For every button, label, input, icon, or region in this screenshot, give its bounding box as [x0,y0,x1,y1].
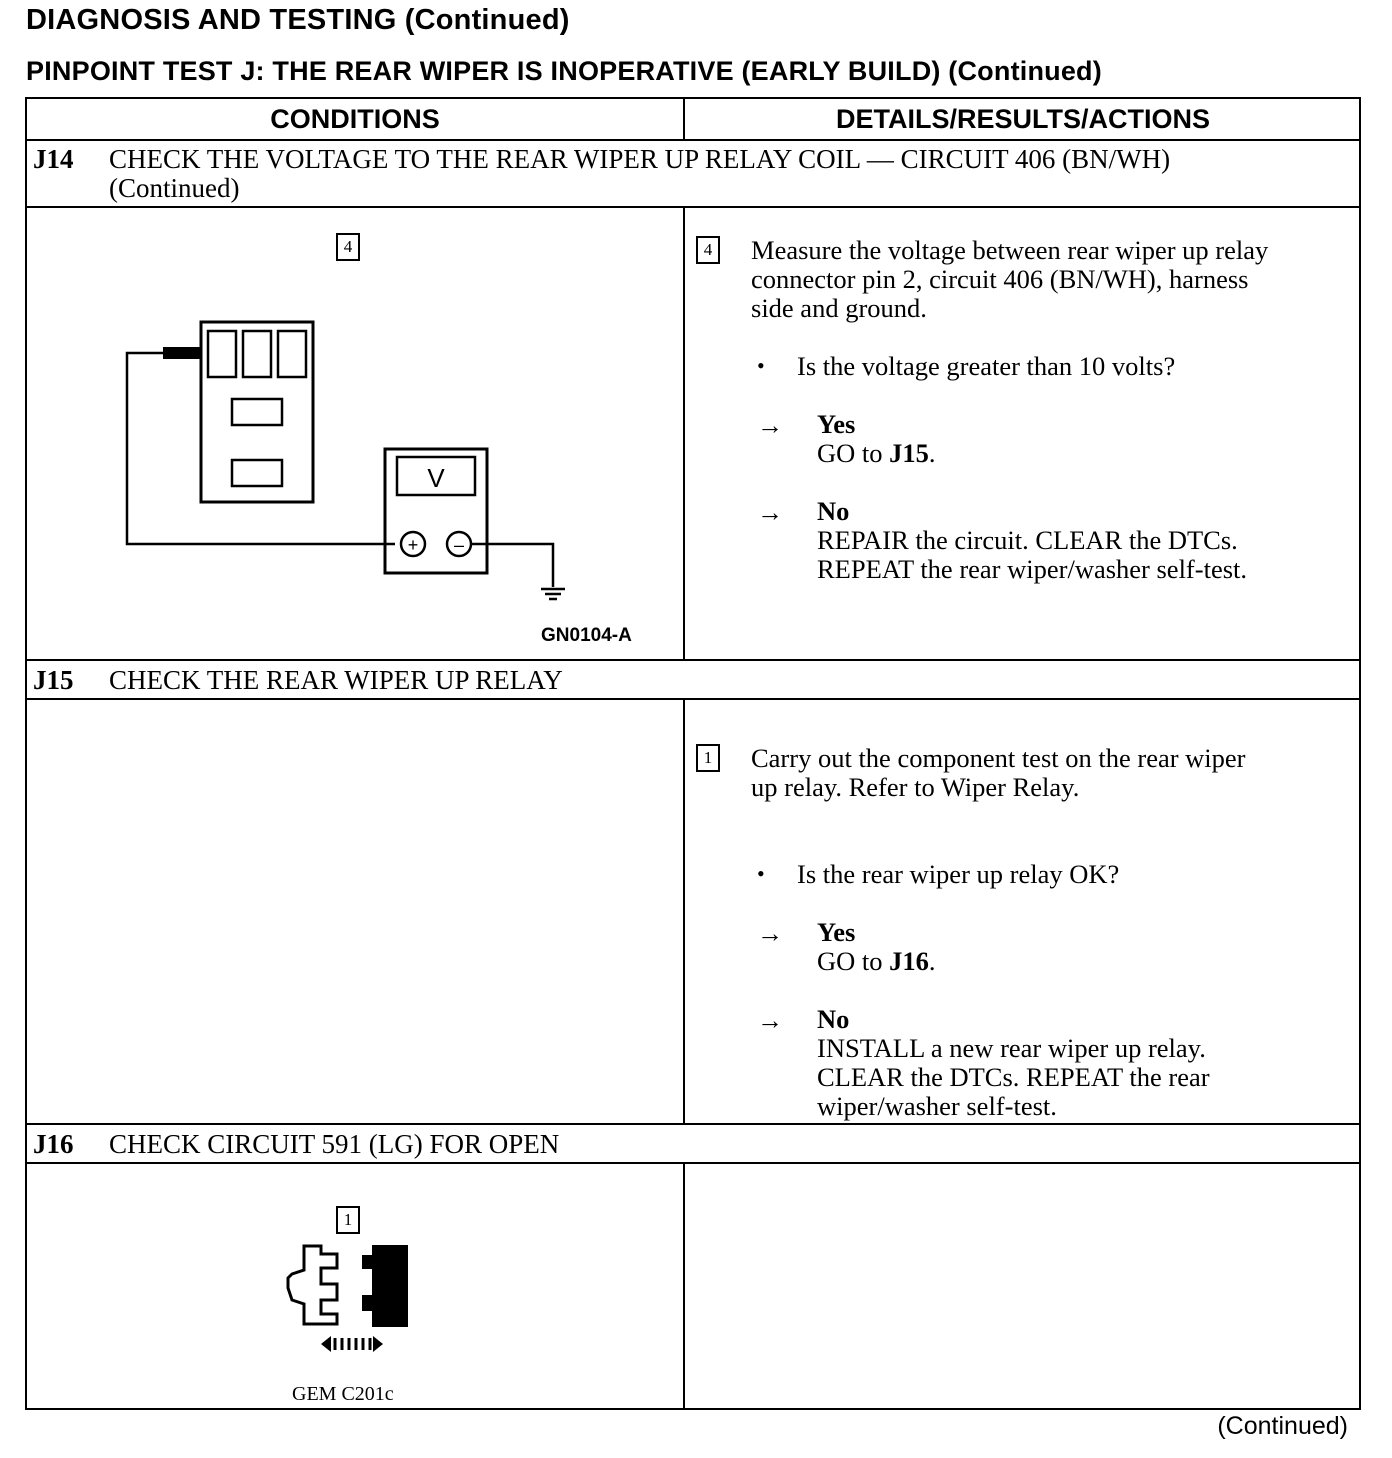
bullet-icon: • [757,861,765,886]
goto-link-j16[interactable]: J16 [889,946,929,976]
figure-step-number: 4 [336,233,360,261]
step-number: 1 [696,744,720,772]
no-action: CLEAR the DTCs. REPEAT the rear [817,1062,1210,1092]
column-divider [683,699,685,1123]
row-divider [27,139,1359,141]
yes-label: Yes [817,409,856,439]
no-action: INSTALL a new rear wiper up relay. [817,1033,1206,1063]
section-id: J15 [33,665,74,695]
step-number: 4 [696,236,720,264]
section-id: J14 [33,144,74,174]
yes-action: GO to J16. [817,946,936,976]
section-id: J16 [33,1129,74,1159]
section-header-j14 [33,144,1171,203]
question-text: Is the voltage greater than 10 volts? [797,351,1176,381]
svg-text:V: V [427,463,445,493]
row-divider [27,659,1359,661]
arrow-right-icon: → [757,1006,783,1035]
step-text: Measure the voltage between rear wiper up relay [751,235,1269,265]
figure-step-number: 1 [336,1206,360,1234]
step-text: Carry out the component test on the rear wiper [751,743,1246,773]
goto-link-j15[interactable]: J15 [889,438,929,468]
step-text: side and ground. [751,293,927,323]
arrow-right-icon [373,1336,383,1352]
no-label: No [817,496,850,526]
section-title: CHECK THE REAR WIPER UP RELAY [109,665,563,695]
figure-code: GN0104-A [541,625,632,646]
row-divider [27,698,1359,700]
column-divider [683,99,685,139]
voltmeter-circuit-diagram [107,309,607,629]
page-title: DIAGNOSIS AND TESTING (Continued) [26,4,570,36]
yes-action: GO to J15. [817,438,936,468]
no-action: REPEAT the rear wiper/washer self-test. [817,554,1248,584]
section-title: CHECK THE VOLTAGE TO THE REAR WIPER UP RELAY COIL — CIRCUIT 406 (BN/WH) [109,144,1171,174]
arrow-left-icon [321,1336,331,1352]
figure-caption: GEM C201c [292,1383,394,1405]
no-action: wiper/washer self-test. [817,1091,1057,1121]
connector-half-left [288,1246,337,1324]
section-header-j16 [33,1129,560,1159]
column-header-conditions: CONDITIONS [270,104,440,134]
continued-note: (Continued) [1217,1412,1348,1440]
column-divider [683,1163,685,1410]
arrow-right-icon: → [757,919,783,948]
section-title: CHECK CIRCUIT 591 (LG) FOR OPEN [109,1129,560,1159]
step-text: up relay. Refer to Wiper Relay. [751,772,1080,802]
question-text: Is the rear wiper up relay OK? [797,859,1120,889]
relay-connector [201,322,313,502]
row-divider [27,206,1359,208]
section-header-j15 [33,665,563,695]
no-label: No [817,1004,850,1034]
row-divider [27,1123,1359,1125]
diagnosis-table [25,97,1361,1410]
row-divider [27,1162,1359,1164]
gem-connector-diagram [277,1244,417,1364]
pinpoint-test-title: PINPOINT TEST J: THE REAR WIPER IS INOPERATIVE (EARLY BUILD) (Continued) [26,56,1102,86]
section-title-continued: (Continued) [109,173,240,203]
column-header-details: DETAILS/RESULTS/ACTIONS [835,104,1210,134]
no-action: REPAIR the circuit. CLEAR the DTCs. [817,525,1238,555]
arrow-right-icon: → [757,498,783,527]
step-text: connector pin 2, circuit 406 (BN/WH), harness [751,264,1249,294]
svg-text:–: – [453,535,465,555]
svg-text:+: + [407,535,419,555]
yes-label: Yes [817,917,856,947]
arrow-right-icon: → [757,411,783,440]
column-divider [683,208,685,660]
connector-half-right [363,1246,407,1326]
bullet-icon: • [757,353,765,378]
